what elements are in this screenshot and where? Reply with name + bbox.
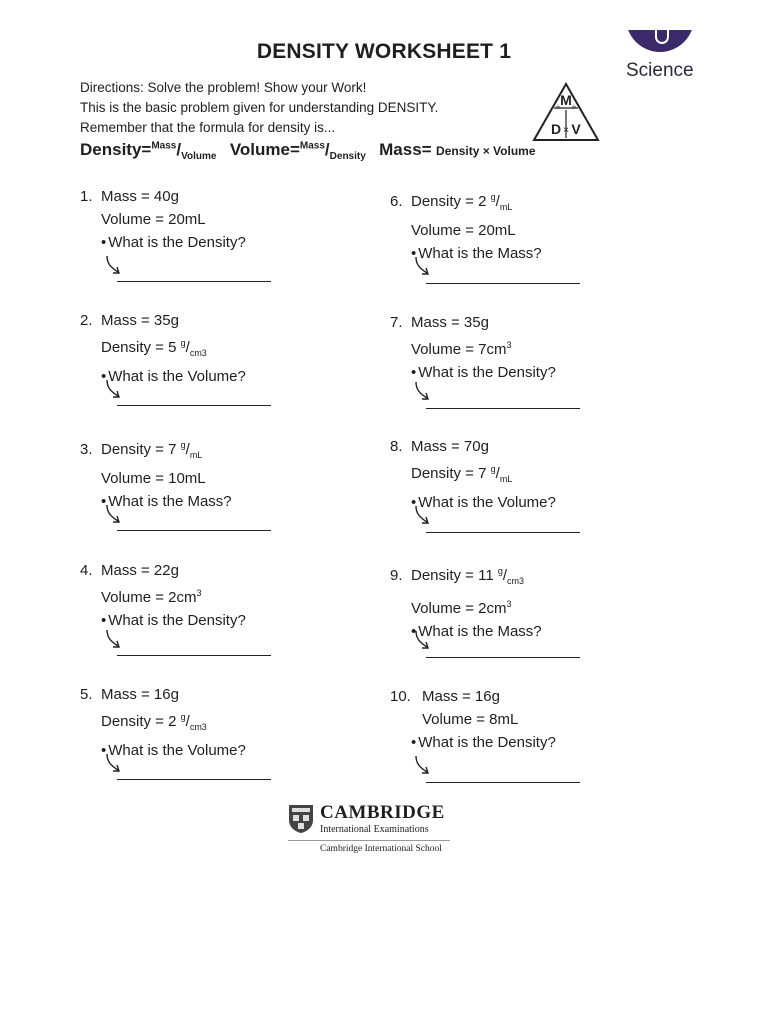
problem-given-2: Volume = 7cm [411, 341, 507, 358]
problem-given-1: Mass = 22g [101, 562, 179, 579]
answer-line[interactable] [117, 530, 271, 531]
problem-given-2: Density = 5 [101, 339, 181, 356]
svg-text:÷: ÷ [555, 102, 561, 112]
unit-numerator: g [180, 440, 186, 450]
directions-line-2: This is the basic problem given for understanding DENSITY. [80, 100, 439, 115]
problem-given-1: Density = 11 [411, 567, 498, 584]
problem-question: • What is the Volume? [101, 739, 246, 762]
problem-given-1: Mass = 35g [411, 314, 489, 331]
unit-denominator: cm3 [189, 722, 207, 732]
answer-line[interactable] [117, 779, 271, 780]
divider [288, 840, 450, 841]
answer-arrow-icon [104, 629, 128, 651]
problem-given-1: Mass = 16g [422, 688, 500, 705]
answer-line[interactable] [117, 655, 271, 656]
problem-given-1: Mass = 16g [101, 686, 179, 703]
problem-given-1: Mass = 70g [411, 438, 489, 455]
answer-arrow-icon [413, 755, 437, 777]
problem-4 [80, 559, 246, 632]
problem-number: 8. [390, 438, 403, 455]
problem-given-1: Mass = 40g [101, 188, 179, 205]
problem-given-2: Volume = 2cm [101, 589, 197, 606]
problem-7 [390, 311, 556, 384]
problem-question: • What is the Density? [411, 731, 556, 754]
problem-question: • What is the Density? [101, 609, 246, 632]
problem-6: 6. Density = 2 $^g/_{mL}$ Volume = 20mL • What is the Mass? [390, 186, 542, 265]
answer-arrow-icon [104, 504, 128, 526]
unit-numerator: g [180, 338, 186, 348]
volume-formula-label: Volume= [229, 140, 300, 159]
science-logo-text: Science [626, 60, 694, 81]
answer-line[interactable] [117, 405, 271, 406]
unit-numerator: g [490, 464, 496, 474]
directions-line-3: Remember that the formula for density is... [80, 120, 336, 135]
problem-2: 2. Mass = 35g Density = 5 $^g/_{cm3}$ • What is the Volume? [80, 309, 246, 388]
triangle-times-label: × [563, 125, 569, 136]
directions-line-1: Directions: Solve the problem! Show your Work! [80, 80, 367, 95]
problem-10 [390, 685, 556, 754]
problem-given-2: Volume = 10mL [101, 470, 206, 487]
unit-exponent: 3 [506, 599, 512, 609]
problem-question: • What is the Volume? [411, 491, 556, 514]
answer-arrow-icon [104, 753, 128, 775]
triangle-mass-label: M [560, 92, 572, 108]
problem-given-2: Density = 2 [101, 713, 181, 730]
problem-9: 9. Density = 11 $^g/_{cm3}$ Volume = $2cm^3$ • What is the Mass? [390, 560, 542, 643]
unit-denominator: mL [189, 450, 203, 460]
unit-numerator: g [490, 192, 496, 202]
answer-line[interactable] [426, 408, 580, 409]
answer-line[interactable] [426, 283, 580, 284]
answer-arrow-icon [104, 255, 128, 277]
problem-given-1: Density = 7 [101, 441, 181, 458]
mass-formula-label: Mass= [379, 140, 432, 159]
answer-arrow-icon [413, 505, 437, 527]
answer-line[interactable] [426, 657, 580, 658]
mass-formula-expression: Density × Volume [436, 144, 536, 158]
problem-number: 2. [80, 312, 93, 329]
problem-given-2: Volume = 2cm [411, 600, 507, 617]
cambridge-subtitle: International Examinations [320, 824, 429, 835]
problem-given-1: Mass = 35g [101, 312, 179, 329]
cambridge-name: CAMBRIDGE [320, 802, 445, 823]
problem-number: 6. [390, 193, 403, 210]
problem-question: • What is the Mass? [411, 620, 542, 643]
problem-given-1: Density = 2 [411, 193, 491, 210]
formula-triangle-icon [532, 82, 600, 142]
problem-5: 5. Mass = 16g Density = 2 $^g/_{cm3}$ • What is the Volume? [80, 683, 246, 762]
problem-8: 8. Mass = 70g Density = 7 $^g/_{mL}$ • What is the Volume? [390, 435, 556, 514]
problem-question: • What is the Density? [411, 361, 556, 384]
problem-number: 10. [390, 688, 411, 705]
unit-numerator: g [180, 712, 186, 722]
problem-question: • What is the Mass? [101, 490, 232, 513]
density-formula-denominator: Volume [181, 151, 217, 163]
unit-denominator: cm3 [507, 576, 525, 586]
problem-given-2: Density = 7 [411, 465, 491, 482]
problem-question: • What is the Volume? [101, 365, 246, 388]
problem-question: • What is the Density? [101, 231, 246, 254]
answer-line[interactable] [426, 782, 580, 783]
problem-number: 5. [80, 686, 93, 703]
svg-text:÷: ÷ [571, 102, 577, 112]
triangle-density-label: D [550, 121, 562, 137]
unit-numerator: g [497, 566, 503, 576]
unit-denominator: cm3 [189, 348, 207, 358]
answer-arrow-icon [413, 381, 437, 403]
unit-denominator: mL [499, 202, 513, 212]
density-formula-label: Density= [80, 140, 152, 159]
problem-number: 7. [390, 314, 403, 331]
answer-line[interactable] [117, 281, 271, 282]
cambridge-school: Cambridge International School [320, 844, 442, 854]
triangle-volume-label: V [571, 121, 581, 137]
cambridge-crest-icon [288, 804, 314, 834]
problem-number: 9. [390, 567, 403, 584]
density-formula-numerator: Mass [151, 140, 177, 152]
problem-question: • What is the Mass? [411, 242, 542, 265]
problem-given-2: Volume = 8mL [422, 711, 519, 728]
problem-1 [80, 185, 246, 254]
unit-exponent: 3 [506, 340, 512, 350]
answer-arrow-icon [104, 379, 128, 401]
problem-number: 3. [80, 441, 93, 458]
answer-arrow-icon [413, 256, 437, 278]
problem-3: 3. Density = 7 $^g/_{mL}$ Volume = 10mL • What is the Mass? [80, 434, 232, 513]
answer-line[interactable] [426, 532, 580, 533]
problem-given-2: Volume = 20mL [101, 211, 206, 228]
volume-formula-denominator: Density [329, 151, 366, 163]
formula-row: $Density=^{Mass}/_{Volume}$ $Volume=^{Mass}/_{Density}$ Mass= Density × Volume [80, 140, 536, 163]
answer-arrow-icon [413, 630, 437, 652]
problem-given-2: Volume = 20mL [411, 222, 516, 239]
science-logo-icon [626, 30, 694, 54]
problem-number: 4. [80, 562, 93, 579]
problem-number: 1. [80, 188, 93, 205]
unit-denominator: mL [499, 474, 513, 484]
unit-exponent: 3 [196, 588, 202, 598]
worksheet-title: DENSITY WORKSHEET 1 [256, 40, 512, 63]
volume-formula-numerator: Mass [299, 140, 325, 152]
